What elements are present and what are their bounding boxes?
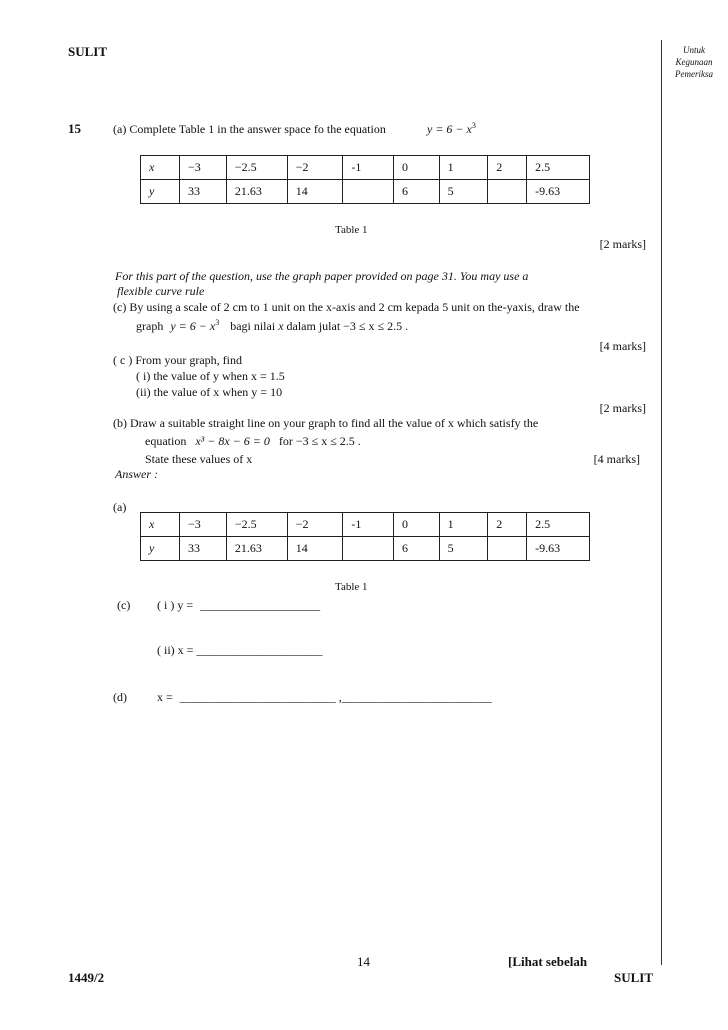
table-cell: y [141,537,180,561]
part-d-line-3: State these values of x [145,452,253,466]
table-row-x [141,513,590,537]
answer-blank-cell[interactable] [343,537,394,561]
table-1-answer [140,512,590,561]
margin-note-line-1: Untuk [683,45,705,55]
margin-divider [661,40,662,965]
table-cell: 2.5 [527,156,590,180]
table-cell: 21.63 [226,180,287,204]
table-cell: -1 [343,156,394,180]
table-cell: 5 [439,180,488,204]
answer-a-label: (a) [113,500,127,514]
table-caption: Table 1 [335,581,368,593]
table-cell: 2.5 [527,513,590,537]
page-number: 14 [357,954,370,969]
table-cell: 21.63 [226,537,287,561]
table-cell: −2.5 [226,156,287,180]
part-d-line-1: (b) Draw a suitable straight line on your graph to find all the value of x which satisfy the [113,416,539,430]
table-row-y [141,537,590,561]
answer-c-label: (c) [117,598,131,612]
table-cell[interactable] [488,180,527,204]
answer-d-label: (d) [113,690,127,704]
answer-c-i: ( i ) y = ____________________ [157,598,321,612]
marks-a: [2 marks] [599,237,646,251]
table-cell: −3 [179,156,226,180]
table-cell: −2 [287,156,343,180]
margin-note-line-3: Pemeriksa [675,69,713,79]
table-cell: -9.63 [527,537,590,561]
table-cell: 33 [179,180,226,204]
table-cell: 33 [179,537,226,561]
table-cell: 1 [439,513,488,537]
table-cell: 14 [287,180,343,204]
footer-lihat-sebelah: [Lihat sebelah [508,954,588,969]
table-cell: 5 [439,537,488,561]
table-caption: Table 1 [335,224,368,236]
table-cell: −2 [287,513,343,537]
instruction-line-1: For this part of the question, use the graph paper provided on page 31. You may use a [115,269,529,283]
table-cell: 0 [393,156,439,180]
instruction-line-2: flexible curve rule [117,284,205,298]
marks-d: [4 marks] [593,452,640,466]
part-c-i: ( i) the value of y when x = 1.5 [136,369,285,383]
part-d-line-2: equation x³ − 8x − 6 = 0 for −3 ≤ x ≤ 2.5 . [145,434,361,448]
table-cell: 0 [393,513,439,537]
part-c-ii: (ii) the value of x when y = 10 [136,385,283,399]
answer-d-blank-1[interactable]: __________________________ [179,690,336,704]
table-cell: -9.63 [527,180,590,204]
marks-c1: [4 marks] [599,339,646,353]
answer-blank-cell[interactable] [488,537,527,561]
table-cell: −3 [179,513,226,537]
graph-instruction-line-1: (c) By using a scale of 2 cm to 1 unit on the x-axis and 2 cm kepada 5 unit on the-yaxis, draw the [113,300,580,314]
table-row-y [141,180,590,204]
part-a-equation: $y = 6 - x^3$ [427,121,476,136]
answer-c-i-blank[interactable]: ____________________ [200,598,321,612]
paper-code: 1449/2 [68,970,105,985]
part-c-heading: ( c ) From your graph, find [113,353,242,367]
answer-d: x = __________________________ ,_________________________ [157,690,492,704]
table-cell: 2 [488,156,527,180]
table-cell[interactable] [343,180,394,204]
margin-note [664,44,724,80]
table-cell: x [141,156,180,180]
header-sulit: SULIT [68,44,108,59]
table-cell: 2 [488,513,527,537]
margin-note-line-2: Kegunaan [675,57,713,67]
answer-d-blank-2[interactable]: _________________________ [341,690,492,704]
table-cell: 1 [439,156,488,180]
footer-sulit: SULIT [614,970,654,985]
table-cell: -1 [343,513,394,537]
table-cell: x [141,513,180,537]
table-cell: 14 [287,537,343,561]
table-1-question [140,155,590,204]
graph-instruction-line-2: graph $y = 6 - x^3$ bagi nilai x dalam julat −3 ≤ x ≤ 2.5 . [136,318,409,333]
answer-label: Answer : [115,467,158,481]
table-cell: y [141,180,180,204]
table-row-x [141,156,590,180]
marks-c2: [2 marks] [599,401,646,415]
table-cell: −2.5 [226,513,287,537]
table-cell: 6 [393,180,439,204]
answer-c-ii: ( ii) x = _____________________ [157,643,323,657]
answer-c-ii-blank[interactable]: _____________________ [196,643,323,657]
part-a-text: (a) Complete Table 1 in the answer space fo the equation [113,122,386,136]
table-cell: 6 [393,537,439,561]
question-number: 15 [68,121,81,136]
